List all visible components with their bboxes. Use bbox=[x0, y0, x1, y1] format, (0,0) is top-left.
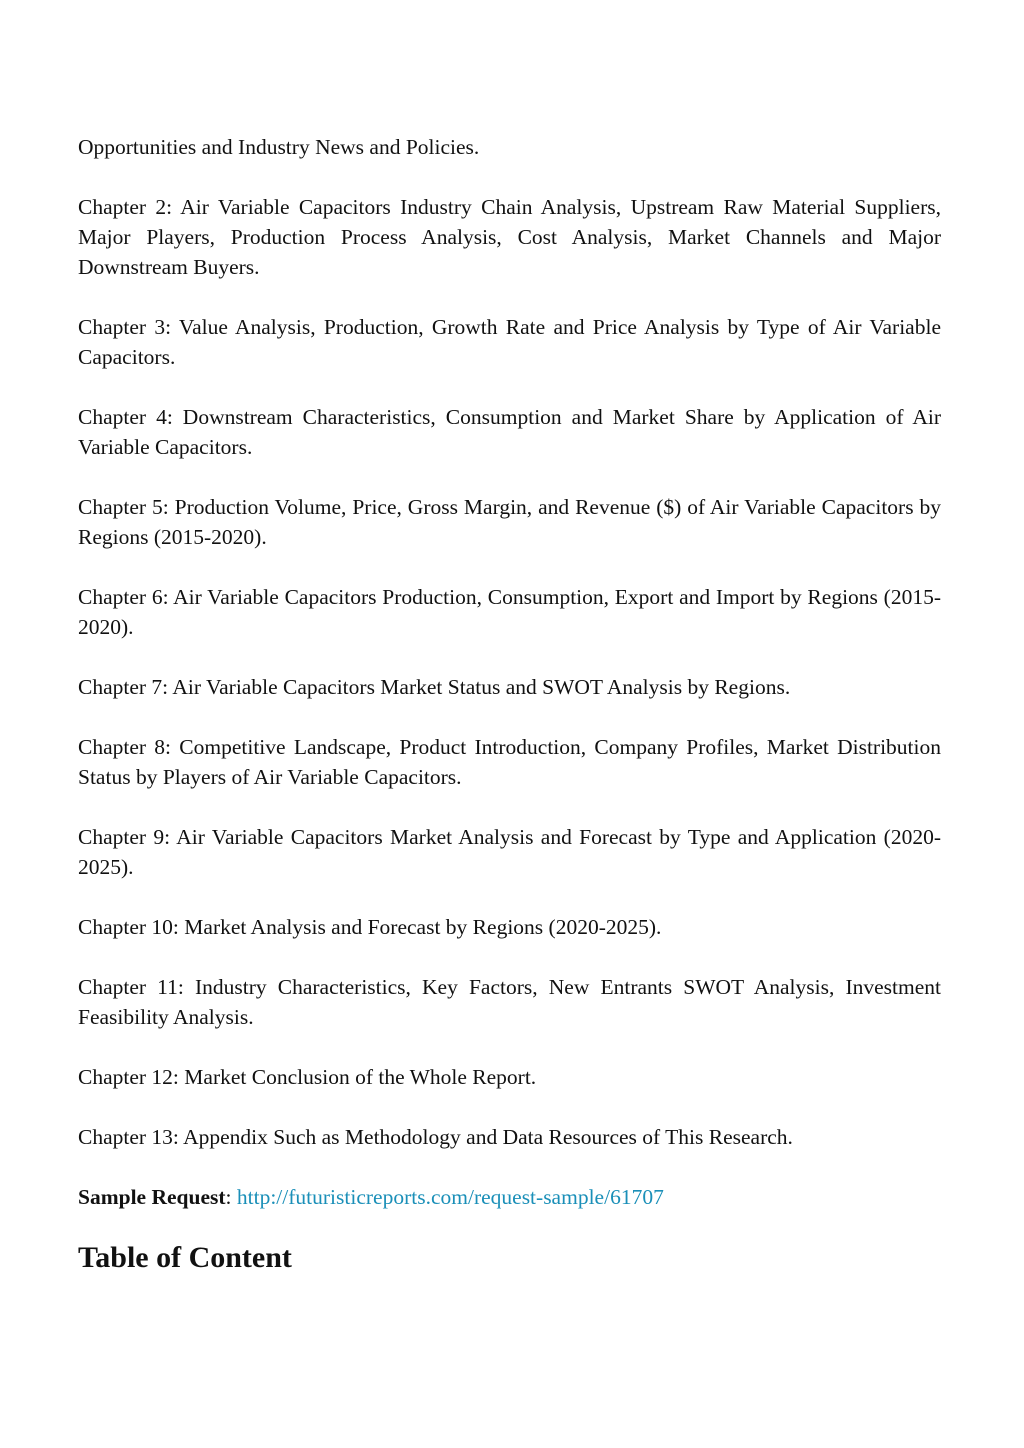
chapter-2-paragraph: Chapter 2: Air Variable Capacitors Industry Chain Analysis, Upstream Raw Material Suppliers, Major Players, Production Process Analysis, Cost Analysis, Market Channels and Major Downstream Buyers. bbox=[78, 195, 941, 279]
chapter-11-paragraph: Chapter 11: Industry Characteristics, Key Factors, New Entrants SWOT Analysis, Investment Feasibility Analysis. bbox=[78, 975, 941, 1029]
chapter-12-paragraph: Chapter 12: Market Conclusion of the Whole Report. bbox=[78, 1065, 537, 1089]
document-page bbox=[78, 132, 941, 1278]
intro-paragraph: Opportunities and Industry News and Policies. bbox=[78, 135, 480, 159]
table-of-content-heading: Table of Content bbox=[78, 1241, 292, 1274]
chapter-8-paragraph: Chapter 8: Competitive Landscape, Product Introduction, Company Profiles, Market Distribution Status by Players of Air Variable Capacitors. bbox=[78, 735, 941, 789]
chapter-9-paragraph: Chapter 9: Air Variable Capacitors Market Analysis and Forecast by Type and Application (2020-2025). bbox=[78, 825, 941, 879]
chapter-7-paragraph: Chapter 7: Air Variable Capacitors Market Status and SWOT Analysis by Regions. bbox=[78, 675, 791, 699]
sample-request-label: Sample Request bbox=[78, 1185, 226, 1209]
chapter-10-paragraph: Chapter 10: Market Analysis and Forecast by Regions (2020-2025). bbox=[78, 915, 662, 939]
sample-request-separator: : bbox=[225, 1185, 237, 1209]
chapter-4-paragraph: Chapter 4: Downstream Characteristics, Consumption and Market Share by Application of Air Variable Capacitors. bbox=[78, 405, 941, 459]
chapter-6-paragraph: Chapter 6: Air Variable Capacitors Production, Consumption, Export and Import by Regions (2015-2020). bbox=[78, 585, 941, 639]
chapter-13-paragraph: Chapter 13: Appendix Such as Methodology and Data Resources of This Research. bbox=[78, 1125, 793, 1149]
sample-request-link[interactable]: http://futuristicreports.com/request-sample/61707 bbox=[236, 1185, 664, 1209]
chapter-3-paragraph: Chapter 3: Value Analysis, Production, Growth Rate and Price Analysis by Type of Air Variable Capacitors. bbox=[78, 315, 941, 369]
sample-request-line bbox=[78, 1182, 941, 1212]
chapter-5-paragraph: Chapter 5: Production Volume, Price, Gross Margin, and Revenue ($) of Air Variable Capacitors by Regions (2015-2020). bbox=[78, 495, 941, 549]
